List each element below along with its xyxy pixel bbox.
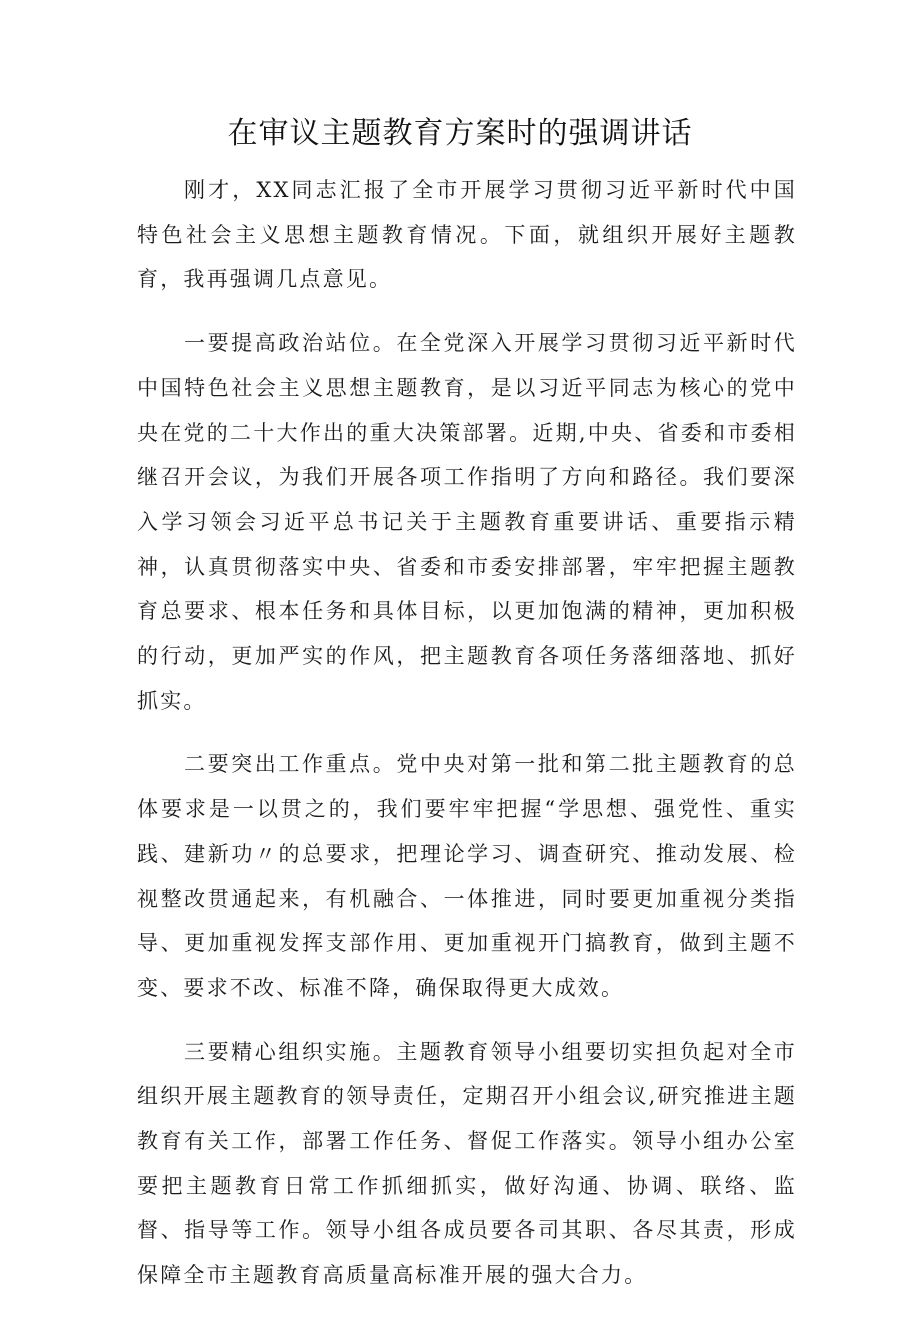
paragraph-organization: 三要精心组织实施。主题教育领导小组要切实担负起对全市组织开展主题教育的领导责任，定期召开小组会议,研究推进主题教育有关工作，部署工作任务、督促工作落实。领导小组办公室要把主题教育日常工作抓细抓实，做好沟通、协调、联络、监督、指导等工作。领导小组各成员要各司其职、各尽其责，形成保障全市主题教育高质量高标准开展的强大合力。 xyxy=(137,1039,797,1288)
paragraph-intro: 刚才，XX同志汇报了全市开展学习贯彻习近平新时代中国特色社会主义思想主题教育情况。下面，就组织开展好主题教育，我再强调几点意见。 xyxy=(137,178,797,292)
document-body xyxy=(137,168,797,1317)
paragraph-work-focus: 二要突出工作重点。党中央对第一批和第二批主题教育的总体要求是一以贯之的，我们要牢牢把握“学思想、强党性、重实践、建新功〃的总要求，把理论学习、调查研究、推动发展、检视整改贯通起来，有机融合、一体推进，同时要更加重视分类指导、更加重视发挥支部作用、更加重视开门搞教育，做到主题不变、要求不改、标准不降，确保取得更大成效。 xyxy=(137,752,797,1000)
paragraph-political-stance: 一要提高政治站位。在全党深入开展学习贯彻习近平新时代中国特色社会主义思想主题教育，是以习近平同志为核心的党中央在党的二十大作出的重大决策部署。近期,中央、省委和市委相继召开会议，为我们开展各项工作指明了方向和路径。我们要深入学习领会习近平总书记关于主题教育重要讲话、重要指示精神，认真贯彻落实中央、省委和市委安排部署，牢牢把握主题教育总要求、根本任务和具体目标，以更加饱满的精神，更加积极的行动，更加严实的作风，把主题教育各项任务落细落地、抓好抓实。 xyxy=(137,331,797,713)
document-title: 在审议主题教育方案时的强调讲话 xyxy=(227,116,693,151)
